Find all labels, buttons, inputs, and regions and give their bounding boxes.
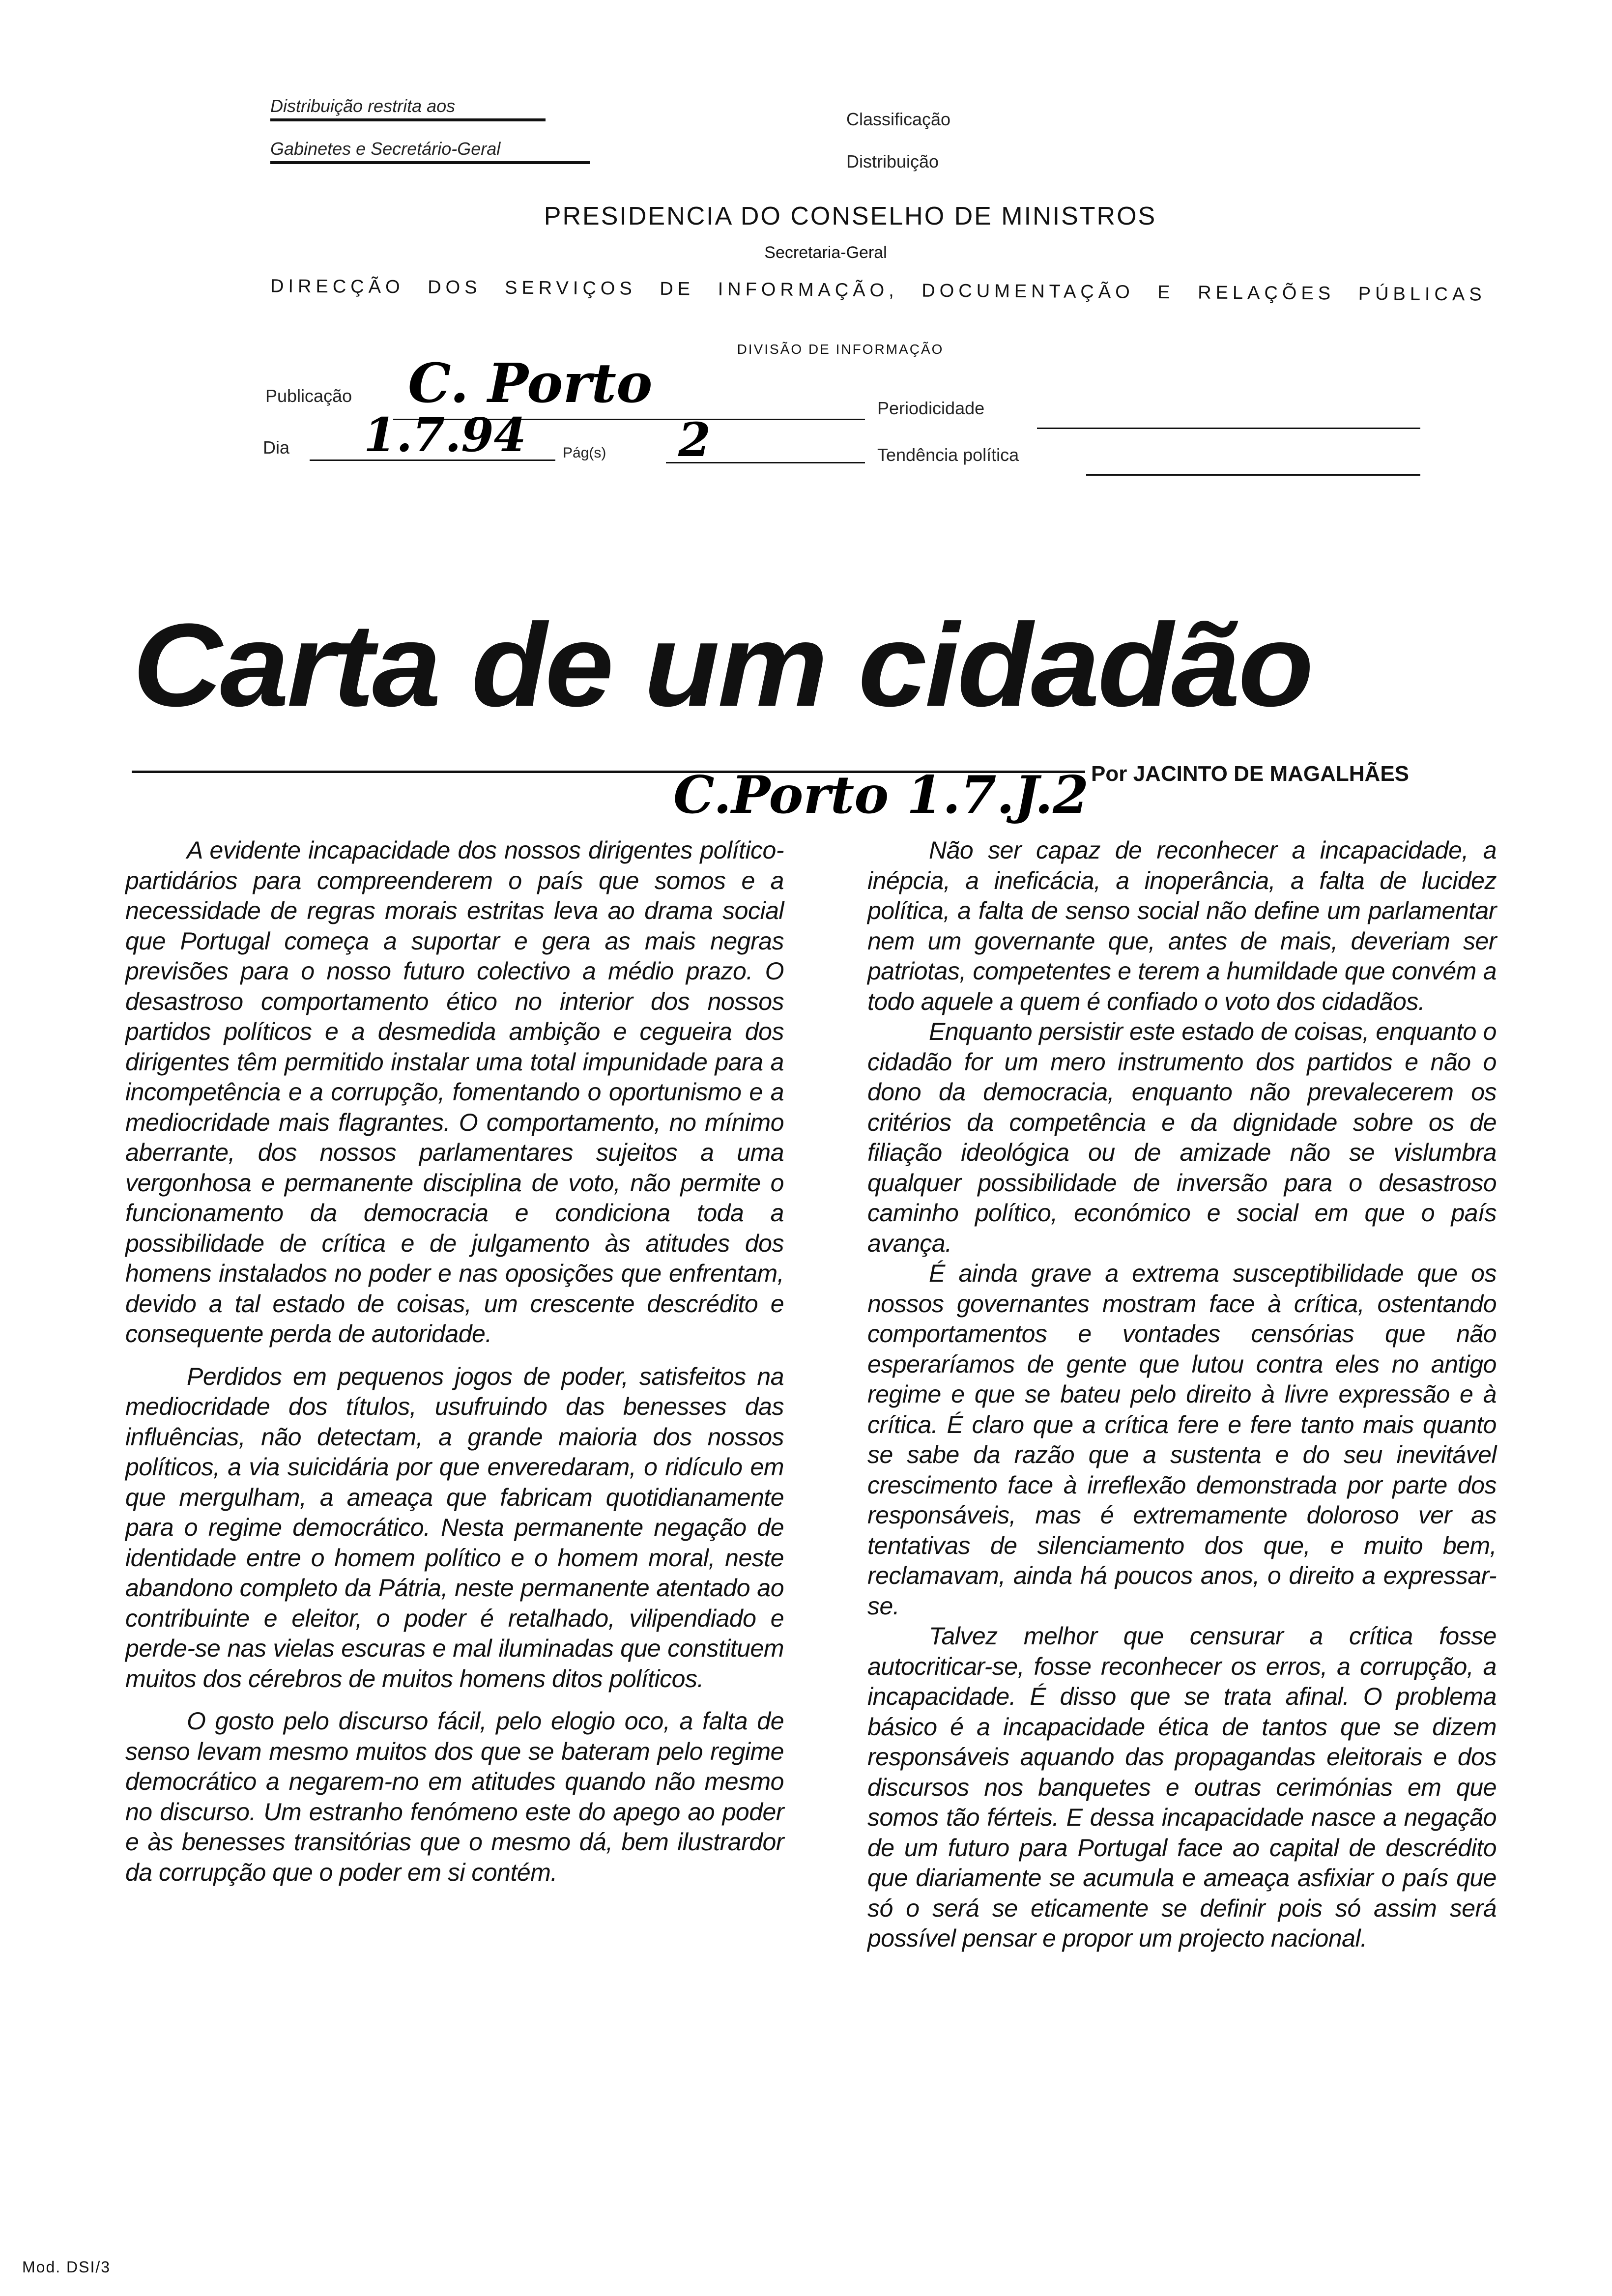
political-tendency-label: Tendência política — [877, 445, 1019, 465]
org-title: PRESIDENCIA DO CONSELHO DE MINISTROS — [544, 202, 1157, 230]
publication-label: Publicação — [265, 386, 352, 406]
division: DIVISÃO DE INFORMAÇÃO — [737, 342, 944, 357]
publication-value: C. Porto — [408, 351, 653, 415]
article-title: Carta de um cidadão — [133, 599, 1312, 731]
article-paragraph: É ainda grave a extrema susceptibilidade que os nossos governantes mostram face à crítica, ostentando comportamentos e vontades censórias que não esperaríamos de gente que lutou contra eles no antigo regime e que se bateu pelo direito à livre expressão e à crítica. É claro que a crítica fere e fere tanto mais quanto se sabe da razão que a sustenta e do seu inevitável crescimento face à irreflexão demonstrada por parte dos responsáveis, mas é extremamente doloroso ver as tentativas de silenciamento dos que, e muito bem, reclamavam, ainda há poucos anos, o direito a expressar-se. — [867, 1260, 1497, 1620]
handwritten-annotation: C.Porto 1.7.J.2 — [673, 764, 1089, 825]
distribution-note-line2: Gabinetes e Secretário-Geral — [270, 139, 590, 164]
org-subtitle: Secretaria-Geral — [764, 243, 887, 262]
article-paragraph: Perdidos em pequenos jogos de poder, satisfeitos na mediocridade dos títulos, usufruindo das benesses das influências, não detectam, a grande maioria dos nossos políticos, a via suicidária por que enveredaram, o ridículo em que mergulham, a ameaça que fabricam quotidianamente para o regime democrático. Nesta permanente negação de identidade entre o homem político e o homem moral, neste abandono completo da Pátria, neste permanente atentado ao contribuinte e eleitor, o poder é retalhado, vilipendiado e perde-se nas vielas escuras e mal iluminadas que constituem muitos dos cérebros de muitos homens ditos políticos. — [125, 1362, 784, 1693]
day-label: Dia — [263, 437, 290, 458]
article-column-1 — [125, 835, 784, 1900]
periodicity-label: Periodicidade — [877, 398, 985, 418]
classification-label: Classificação — [846, 109, 951, 129]
byline: Por JACINTO DE MAGALHÃES — [1091, 762, 1410, 786]
directorate: DIRECÇÃO DOS SERVIÇOS DE INFORMAÇÃO, DOCUMENTAÇÃO E RELAÇÕES PÚBLICAS — [270, 276, 1486, 305]
distribution-label: Distribuição — [846, 151, 939, 172]
form-code: Mod. DSI/3 — [22, 2258, 111, 2276]
periodicity-field-line — [1037, 428, 1420, 429]
pages-label: Pág(s) — [563, 445, 606, 461]
article-paragraph: Talvez melhor que censurar a crítica fosse autocriticar-se, fosse reconhecer os erros, a corrupção, a incapacidade. É disso que se trata afinal. O problema básico é a incapacidade ética de tantos que se dizem responsáveis aquando das propagandas eleitorais e dos discursos nos banquetes e outras cerimónias em que somos tão férteis. E dessa incapacidade nasce a negação de um futuro para Portugal face ao capital de descrédito que diariamente se acumula e ameaça asfixiar o país que só o será se eticamente se definir pois só assim será possível pensar e propor um projecto nacional. — [867, 1622, 1497, 1952]
article-paragraph: A evidente incapacidade dos nossos dirigentes político-partidários para compreenderem o país que somos e a necessidade de regras morais estritas leva ao drama social que Portugal começa a suportar e gera as mais negras previsões para o nosso futuro colectivo a médio prazo. O desastroso comportamento ético no interior dos nossos partidos políticos e a desmedida ambição e cegueira dos dirigentes têm permitido instalar uma total impunidade para a incompetência e a corrupção, fomentando o oportunismo e a mediocridade mais flagrantes. O comportamento, no mínimo aberrante, dos nossos parlamentares sujeitos a uma vergonhosa e permanente disciplina de voto, não permite o funcionamento da democracia e condiciona toda a possibilidade de crítica e de julgamento às atitudes dos homens instalados no poder e nas oposições que enfrentam, devido a tal estado de coisas, um crescente descrédito e consequente perda de autoridade. — [125, 836, 784, 1348]
article-paragraph: O gosto pelo discurso fácil, pelo elogio oco, a falta de senso levam mesmo muitos dos que se bateram pelo regime democrático a negarem-no em atitudes quando não mesmo no discurso. Um estranho fenómeno este do apego ao poder e às benesses transitórias que o mesmo dá, bem ilustrardor da corrupção que o poder em si contém. — [125, 1707, 784, 1886]
pages-value: 2 — [678, 413, 711, 467]
article-column-2 — [867, 835, 1497, 1954]
distribution-note-line1: Distribuição restrita aos — [270, 96, 546, 121]
article-paragraph: Enquanto persistir este estado de coisas, enquanto o cidadão for um mero instrumento dos partidos e não o dono da democracia, enquanto não prevalecerem os critérios da competência e da dignidade sobre os de filiação ideológica ou de amizade não se vislumbra qualquer possibilidade de inversão para o desastroso caminho político, económico e social em que o país avança. — [867, 1018, 1497, 1257]
article-paragraph: Não ser capaz de reconhecer a incapacidade, a inépcia, a ineficácia, a inoperância, a falta de lucidez política, a falta de senso social não define um parlamentar nem um governante que, antes de mais, deveriam ser patriotas, competentes e terem a humildade que convém a todo aquele a quem é confiado o voto dos cidadãos. — [867, 836, 1497, 1015]
day-value: 1.7.94 — [364, 408, 526, 462]
political-tendency-field-line — [1086, 474, 1420, 476]
